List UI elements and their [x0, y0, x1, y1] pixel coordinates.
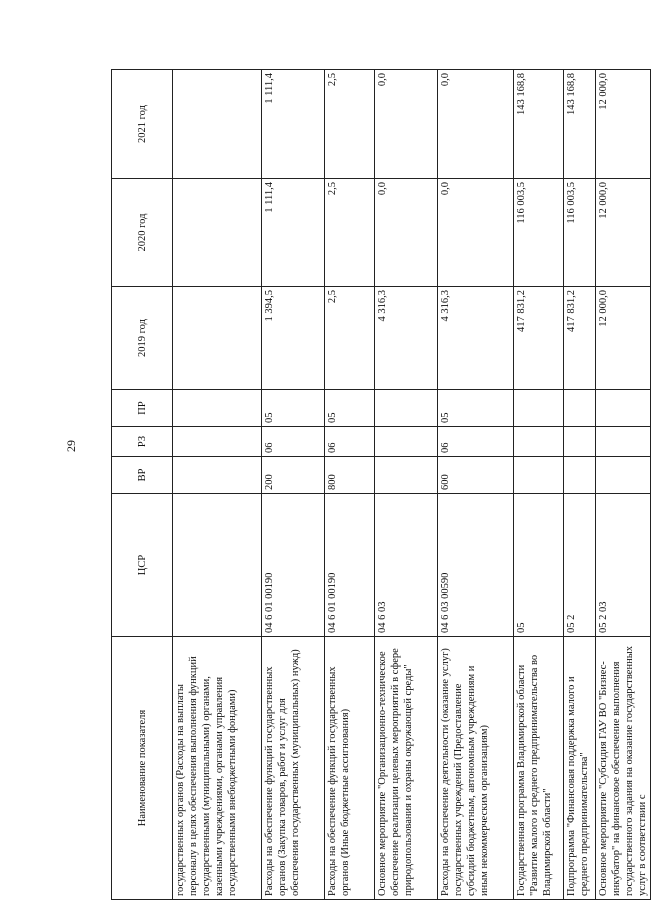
cell-vr — [173, 457, 262, 494]
table-row — [325, 70, 375, 900]
cell-csr: 04 6 03 00590 — [438, 494, 514, 637]
cell-2020: 0,0 — [375, 179, 438, 287]
cell-name: Расходы на обеспечение деятельности (оказание услуг) государственных учреждений (Предоставление субсидий бюджетным, автономным учреждениям и иным некоммерческим организациям) — [438, 637, 514, 900]
cell-pr — [514, 390, 564, 427]
cell-2021: 143 168,8 — [564, 70, 596, 179]
cell-vr — [564, 457, 596, 494]
cell-2021: 0,0 — [438, 70, 514, 179]
cell-2020 — [173, 179, 262, 287]
cell-2021: 143 168,8 — [514, 70, 564, 179]
cell-pr — [596, 390, 651, 427]
cell-2020: 116 003,5 — [514, 179, 564, 287]
table-row — [173, 70, 262, 900]
cell-rz: 06 — [438, 427, 514, 457]
table-row — [514, 70, 564, 900]
table-row — [596, 70, 651, 900]
cell-2019: 2,5 — [325, 287, 375, 390]
cell-vr: 200 — [262, 457, 325, 494]
cell-name: Основное мероприятие "Организационно-техническое обеспечение реализации целевых мероприятий в сфере природопользования и охраны окружающей среды" — [375, 637, 438, 900]
cell-csr: 05 2 03 — [596, 494, 651, 637]
cell-pr: 05 — [438, 390, 514, 427]
table-row — [564, 70, 596, 900]
cell-2020: 12 000,0 — [596, 179, 651, 287]
cell-2020: 116 003,5 — [564, 179, 596, 287]
cell-rz — [564, 427, 596, 457]
cell-csr — [173, 494, 262, 637]
table-row — [262, 70, 325, 900]
cell-vr — [596, 457, 651, 494]
cell-rz — [375, 427, 438, 457]
rotated-table-container — [111, 70, 648, 900]
cell-vr: 600 — [438, 457, 514, 494]
cell-name: Основное мероприятие "Субсидия ГАУ ВО "Бизнес-инкубатор" на финансовое обеспечение выполнения государственного задания на оказание государственных услуг в соответствии с — [596, 637, 651, 900]
page-number: 29 — [64, 440, 78, 452]
cell-pr: 05 — [325, 390, 375, 427]
cell-name: Государственная программа Владимирской области "Развитие малого и среднего предпринимательства во Владимирской области" — [514, 637, 564, 900]
cell-vr: 800 — [325, 457, 375, 494]
header-name: Наименование показателя — [112, 637, 173, 900]
cell-csr: 04 6 01 00190 — [262, 494, 325, 637]
cell-name: государственных органов (Расходы на выплаты персоналу в целях обеспечения выполнения функций государственными (муниципальными) органами, казенными учреждениями, органами управления государственными внебюджетными фондами) — [173, 637, 262, 900]
cell-csr: 05 — [514, 494, 564, 637]
cell-csr: 04 6 01 00190 — [325, 494, 375, 637]
cell-2019: 12 000,0 — [596, 287, 651, 390]
cell-rz: 06 — [325, 427, 375, 457]
cell-rz — [173, 427, 262, 457]
cell-2021: 0,0 — [375, 70, 438, 179]
header-csr: ЦСР — [112, 494, 173, 637]
cell-rz — [514, 427, 564, 457]
header-2021: 2021 год — [112, 70, 173, 179]
cell-csr: 04 6 03 — [375, 494, 438, 637]
cell-2019: 417 831,2 — [514, 287, 564, 390]
cell-vr — [514, 457, 564, 494]
cell-2021 — [173, 70, 262, 179]
cell-pr — [173, 390, 262, 427]
header-2020: 2020 год — [112, 179, 173, 287]
cell-2019: 4 316,3 — [438, 287, 514, 390]
header-pr: ПР — [112, 390, 173, 427]
cell-pr: 05 — [262, 390, 325, 427]
cell-vr — [375, 457, 438, 494]
header-rz: РЗ — [112, 427, 173, 457]
cell-pr — [564, 390, 596, 427]
header-vr: ВР — [112, 457, 173, 494]
table-header-row — [112, 70, 173, 900]
cell-2020: 1 111,4 — [262, 179, 325, 287]
cell-2021: 2,5 — [325, 70, 375, 179]
cell-2021: 12 000,0 — [596, 70, 651, 179]
cell-name: Расходы на обеспечение функций государственных органов (Закупка товаров, работ и услуг для обеспечения государственных (муниципальных) нужд) — [262, 637, 325, 900]
cell-2020: 2,5 — [325, 179, 375, 287]
header-2019: 2019 год — [112, 287, 173, 390]
cell-2021: 1 111,4 — [262, 70, 325, 179]
cell-name: Подпрограмма "Финансовая поддержка малого и среднего предпринимательства" — [564, 637, 596, 900]
table-row — [438, 70, 514, 900]
cell-2019: 1 394,5 — [262, 287, 325, 390]
cell-pr — [375, 390, 438, 427]
cell-name: Расходы на обеспечение функций государственных органов (Иные бюджетные ассигнования) — [325, 637, 375, 900]
table-row — [375, 70, 438, 900]
cell-rz: 06 — [262, 427, 325, 457]
cell-csr: 05 2 — [564, 494, 596, 637]
budget-table — [111, 69, 651, 900]
cell-rz — [596, 427, 651, 457]
cell-2019: 417 831,2 — [564, 287, 596, 390]
cell-2019: 4 316,3 — [375, 287, 438, 390]
cell-2019 — [173, 287, 262, 390]
cell-2020: 0,0 — [438, 179, 514, 287]
